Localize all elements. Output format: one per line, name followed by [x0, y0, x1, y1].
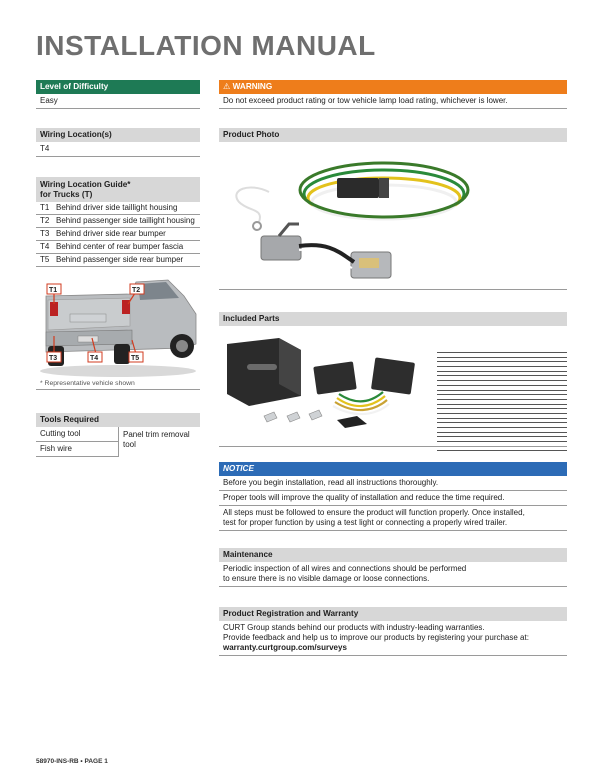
- registration-body: [219, 621, 567, 656]
- product-photo-header: Product Photo: [219, 128, 567, 142]
- parts-illustration: [219, 334, 429, 444]
- tools-header: Tools Required: [36, 413, 200, 427]
- guide-row: [36, 202, 200, 215]
- included-parts-divider: [219, 446, 567, 447]
- guide-code: T1: [40, 203, 50, 212]
- parts-line: [437, 404, 567, 405]
- notice-header: NOTICE: [219, 462, 567, 476]
- guide-code: T2: [40, 216, 50, 225]
- parts-line: [437, 418, 567, 419]
- maintenance-line: Periodic inspection of all wires and connections should be performed: [223, 564, 467, 573]
- guide-desc: Behind center of rear bumper fascia: [56, 242, 184, 251]
- guide-desc: Behind passenger side taillight housing: [56, 216, 195, 225]
- product-photo-section: [219, 128, 567, 290]
- parts-line: [437, 394, 567, 395]
- maintenance-body: [219, 562, 567, 587]
- tools-col-1: [36, 427, 118, 457]
- difficulty-section: [36, 80, 200, 109]
- parts-line: [437, 450, 567, 451]
- maintenance-line: to ensure there is no visible damage or loose connections.: [223, 574, 430, 583]
- warning-icon: ⚠: [223, 82, 231, 91]
- wiring-location-section: [36, 128, 200, 157]
- parts-line: [437, 408, 567, 409]
- included-parts-section: [219, 312, 567, 326]
- guide-row: [36, 254, 200, 267]
- guide-row: [36, 215, 200, 228]
- tools-section: [36, 413, 200, 457]
- parts-line: [437, 441, 567, 442]
- notice-line: test for proper function by using a test light or connecting a properly wired trailer.: [223, 518, 508, 527]
- tool-item: Cutting tool: [36, 427, 118, 442]
- parts-line: [437, 366, 567, 367]
- maintenance-section: [219, 548, 567, 587]
- notice-section: [219, 462, 567, 531]
- parts-line: [437, 436, 567, 437]
- notice-line: All steps must be followed to ensure the product will function properly. Once installed,: [223, 508, 525, 517]
- wiring-guide-header-line2: for Trucks (T): [40, 190, 93, 199]
- registration-header: Product Registration and Warranty: [219, 607, 567, 621]
- warning-header: [219, 80, 567, 94]
- parts-list-lines: [437, 352, 567, 455]
- parts-line: [437, 422, 567, 423]
- parts-line: [437, 361, 567, 362]
- warning-section: [219, 80, 567, 109]
- representative-note: * Representative vehicle shown: [36, 380, 200, 390]
- parts-line: [437, 375, 567, 376]
- notice-line: Proper tools will improve the quality of installation and reduce the time required.: [219, 491, 567, 506]
- parts-line: [437, 371, 567, 372]
- parts-line: [437, 432, 567, 433]
- parts-line: [437, 352, 567, 353]
- truck-illustration: [36, 274, 200, 378]
- page-footer: 58970-INS-RB • PAGE 1: [36, 758, 108, 765]
- tools-col-2: [118, 427, 200, 457]
- wiring-harness-image: [219, 142, 567, 289]
- truck-label-t3: T3: [49, 355, 58, 362]
- guide-desc: Behind passenger side rear bumper: [56, 255, 184, 264]
- warning-header-label: WARNING: [232, 82, 273, 91]
- truck-label-t5: T5: [131, 355, 140, 362]
- parts-line: [437, 427, 567, 428]
- tools-table: [36, 427, 200, 457]
- parts-line: [437, 385, 567, 386]
- difficulty-value: Easy: [36, 94, 200, 109]
- truck-label-t1: T1: [49, 287, 58, 294]
- difficulty-header: Level of Difficulty: [36, 80, 200, 94]
- page-title: INSTALLATION MANUAL: [36, 30, 376, 61]
- guide-code: T3: [40, 229, 50, 238]
- parts-line: [437, 399, 567, 400]
- wiring-guide-header: [36, 177, 200, 202]
- guide-desc: Behind driver side rear bumper: [56, 229, 166, 238]
- guide-code: T4: [40, 242, 50, 251]
- registration-section: [219, 607, 567, 656]
- truck-image: [36, 274, 200, 378]
- wiring-location-header: Wiring Location(s): [36, 128, 200, 142]
- included-parts-image: [219, 334, 429, 444]
- included-parts-header: Included Parts: [219, 312, 567, 326]
- guide-code: T5: [40, 255, 50, 264]
- registration-line: Provide feedback and help us to improve our products by registering your purchase at:: [223, 633, 529, 642]
- product-photo: [219, 142, 567, 290]
- tool-item: Panel trim removal tool: [123, 430, 190, 449]
- tool-item: Fish wire: [36, 442, 118, 457]
- parts-line: [437, 390, 567, 391]
- registration-line: CURT Group stands behind our products with industry-leading warranties.: [223, 623, 485, 632]
- wiring-guide-section: [36, 177, 200, 267]
- wiring-guide-header-line1: Wiring Location Guide*: [40, 180, 131, 189]
- guide-row: [36, 241, 200, 254]
- guide-row: [36, 228, 200, 241]
- registration-link[interactable]: warranty.curtgroup.com/surveys: [223, 643, 347, 652]
- wiring-guide-table: [36, 202, 200, 267]
- notice-line: Before you begin installation, read all instructions thoroughly.: [219, 476, 567, 491]
- guide-desc: Behind driver side taillight housing: [56, 203, 178, 212]
- parts-line: [437, 357, 567, 358]
- wiring-location-value: T4: [36, 142, 200, 157]
- notice-steps: [219, 506, 567, 531]
- parts-line: [437, 413, 567, 414]
- truck-label-t4: T4: [90, 355, 99, 362]
- warning-text: Do not exceed product rating or tow vehicle lamp load rating, whichever is lower.: [219, 94, 567, 109]
- parts-line: [437, 380, 567, 381]
- maintenance-header: Maintenance: [219, 548, 567, 562]
- truck-label-t2: T2: [132, 287, 141, 294]
